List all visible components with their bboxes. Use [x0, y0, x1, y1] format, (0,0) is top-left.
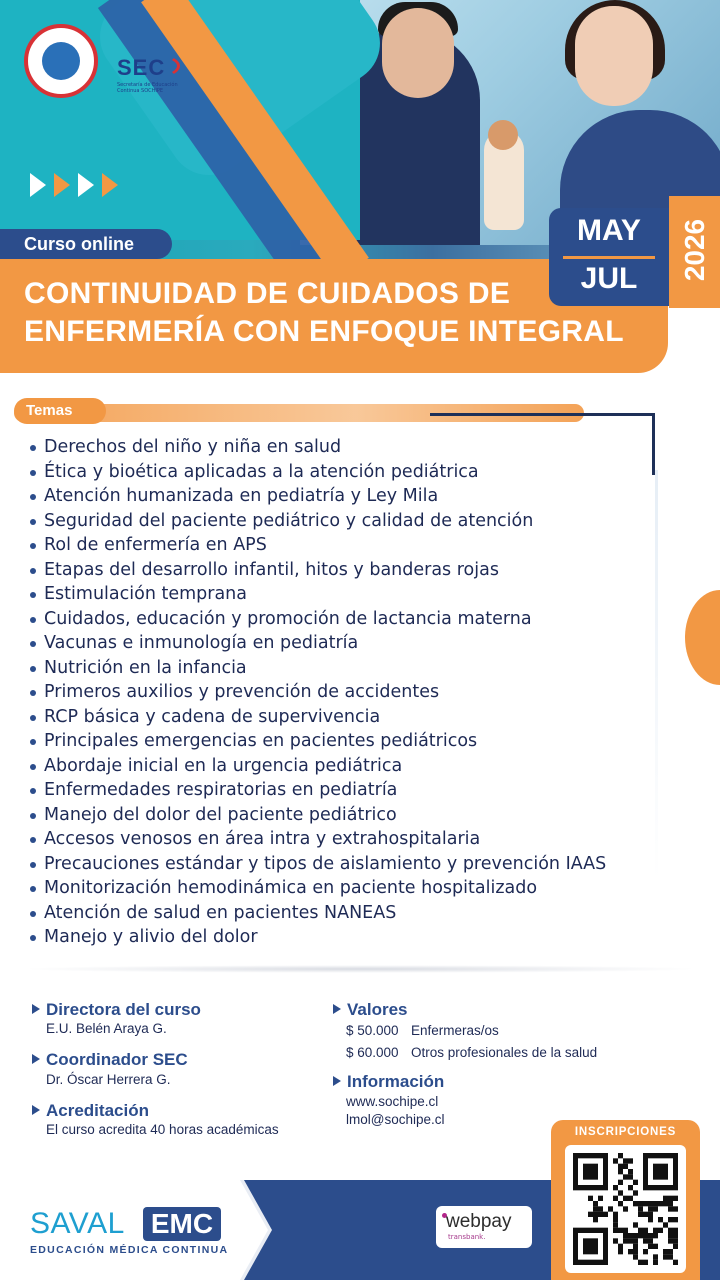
webpay-logo-text: webpay — [446, 1211, 512, 1232]
arrow-right-icon — [54, 173, 70, 197]
topic-item: Manejo y alivio del dolor — [30, 926, 650, 951]
topic-item: RCP básica y cadena de supervivencia — [30, 706, 650, 731]
registration-title: INSCRIPCIONES — [574, 1126, 677, 1138]
topic-item: Enfermedades respiratorias en pediatría — [30, 779, 650, 804]
nurse-right-face — [575, 6, 653, 106]
topic-item: Principales emergencias en pacientes pediátricos — [30, 730, 650, 755]
emc-logo-box: EMC — [143, 1207, 221, 1241]
website-link[interactable]: www.sochipe.cl — [346, 1094, 439, 1109]
header-banner — [0, 0, 720, 380]
coordinator-label: Coordinador SEC — [46, 1050, 188, 1069]
decorative-arrows — [30, 173, 118, 197]
price-nurses-label: Enfermeras/os — [411, 1023, 499, 1038]
price-others-amount: $ 60.000 — [346, 1045, 399, 1060]
sochipe-logo-emblem — [42, 42, 80, 80]
section-divider — [20, 965, 700, 973]
accreditation-label: Acreditación — [46, 1101, 149, 1120]
topic-item: Abordaje inicial en la urgencia pediátrica — [30, 755, 650, 780]
year-box — [669, 196, 720, 308]
toy-doll-head — [488, 120, 518, 150]
triangle-right-icon — [32, 1054, 40, 1064]
frame-fade-line — [655, 470, 658, 880]
qr-code-graphic — [573, 1153, 678, 1265]
course-type-badge: Curso online — [0, 229, 172, 259]
triangle-right-icon — [32, 1105, 40, 1115]
topics-label: Temas — [14, 398, 106, 424]
info-label: Información — [347, 1072, 445, 1091]
topic-item: Atención de salud en pacientes NANEAS — [30, 902, 650, 927]
topic-item: Derechos del niño y niña en salud — [30, 436, 650, 461]
sec-logo-text: SEC — [117, 55, 166, 80]
director-heading — [32, 1000, 201, 1020]
topic-item: Ética y bioética aplicadas a la atención pediátrica — [30, 461, 650, 486]
coordinator-name: Dr. Óscar Herrera G. — [46, 1072, 171, 1087]
frame-line — [430, 413, 655, 416]
webpay-logo — [436, 1206, 532, 1248]
course-title-line-2: ENFERMERÍA CON ENFOQUE INTEGRAL — [24, 315, 624, 348]
price-nurses-amount: $ 50.000 — [346, 1023, 399, 1038]
date-separator — [563, 256, 655, 259]
arrow-right-icon — [30, 173, 46, 197]
year-label: 2026 — [679, 218, 710, 282]
emc-logo-subtitle: EDUCACIÓN MÉDICA CONTINUA — [30, 1244, 229, 1256]
topic-item: Manejo del dolor del paciente pediátrico — [30, 804, 650, 829]
date-range-box — [549, 208, 669, 306]
topic-item: Nutrición en la infancia — [30, 657, 650, 682]
topic-item: Atención humanizada en pediatría y Ley Mila — [30, 485, 650, 510]
prices-label: Valores — [347, 1000, 408, 1019]
qr-code-icon[interactable] — [565, 1145, 686, 1273]
coordinator-heading — [32, 1050, 188, 1070]
topic-item: Rol de enfermería en APS — [30, 534, 650, 559]
director-label: Directora del curso — [46, 1000, 201, 1019]
arrow-right-icon — [102, 173, 118, 197]
info-heading — [333, 1072, 444, 1092]
email-link[interactable]: lmol@sochipe.cl — [346, 1112, 445, 1127]
triangle-right-icon — [32, 1004, 40, 1014]
course-title-line-1: CONTINUIDAD DE CUIDADOS DE — [24, 277, 511, 310]
date-end-month: JUL — [580, 262, 638, 295]
topic-item: Accesos venosos en área intra y extrahospitalaria — [30, 828, 650, 853]
accreditation-text: El curso acredita 40 horas académicas — [46, 1122, 279, 1137]
decorative-half-circle — [685, 590, 720, 685]
triangle-right-icon — [333, 1004, 341, 1014]
saval-logo-text: SAVAL — [30, 1207, 125, 1240]
sec-logo — [105, 55, 191, 103]
topic-item: Monitorización hemodinámica en paciente hospitalizado — [30, 877, 650, 902]
accreditation-heading — [32, 1101, 149, 1121]
arrow-right-icon — [78, 173, 94, 197]
date-start-month: MAY — [577, 214, 641, 247]
topic-item: Precauciones estándar y tipos de aislamiento y prevención IAAS — [30, 853, 650, 878]
nurse-left-face — [382, 8, 454, 98]
topics-list — [30, 436, 650, 951]
director-name: E.U. Belén Araya G. — [46, 1021, 167, 1036]
topic-item: Cuidados, educación y promoción de lactancia materna — [30, 608, 650, 633]
topic-item: Etapas del desarrollo infantil, hitos y banderas rojas — [30, 559, 650, 584]
prices-heading — [333, 1000, 408, 1020]
sochipe-logo — [24, 24, 98, 98]
sec-logo-subtitle: Secretaría de Educación Continua SOCHIPE — [117, 82, 178, 94]
triangle-right-icon — [333, 1076, 341, 1086]
topic-item: Primeros auxilios y prevención de accidentes — [30, 681, 650, 706]
topic-item: Estimulación temprana — [30, 583, 650, 608]
topic-item: Vacunas e inmunología en pediatría — [30, 632, 650, 657]
price-others-label: Otros profesionales de la salud — [411, 1045, 598, 1060]
frame-line — [652, 413, 655, 475]
registration-card[interactable] — [551, 1120, 700, 1280]
topic-item: Seguridad del paciente pediátrico y calidad de atención — [30, 510, 650, 535]
webpay-logo-subtitle: transbank. — [448, 1233, 486, 1241]
